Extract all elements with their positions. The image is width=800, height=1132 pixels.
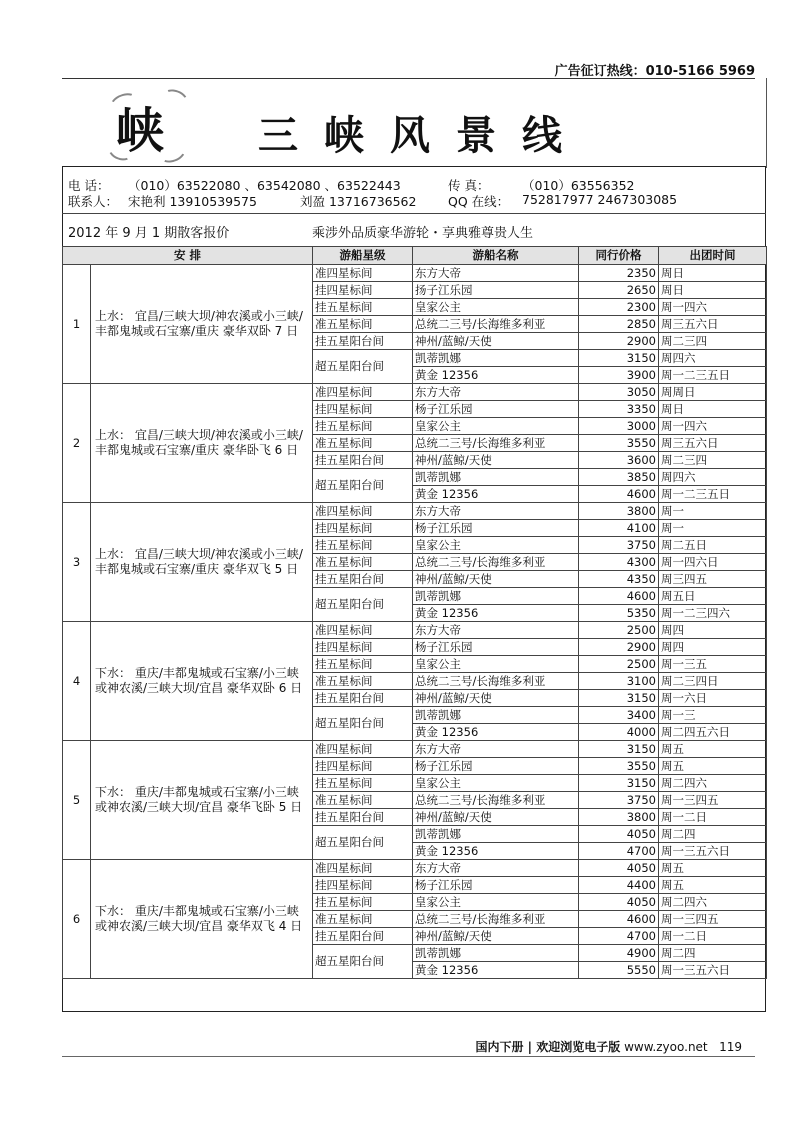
footer-welcome: 欢迎浏览电子版 — [536, 1040, 621, 1054]
ship-grade: 挂五星标间 — [313, 656, 413, 673]
ship-grade: 准五星标间 — [313, 673, 413, 690]
ship-name: 神州/蓝鲸/天使 — [413, 690, 579, 707]
ad-hotline: 广告征订热线：010-5166 5969 — [554, 64, 755, 79]
departure-days: 周五 — [659, 877, 767, 894]
departure-days: 周二四 — [659, 826, 767, 843]
price: 2850 — [579, 316, 659, 333]
departure-days: 周一四六日 — [659, 554, 767, 571]
ship-grade: 挂五星标间 — [313, 537, 413, 554]
ship-name: 总统二三号/长海维多利亚 — [413, 792, 579, 809]
divider — [62, 213, 766, 214]
price: 3750 — [579, 792, 659, 809]
departure-days: 周一二三五日 — [659, 367, 767, 384]
departure-days: 周一二三四六 — [659, 605, 767, 622]
price: 3550 — [579, 435, 659, 452]
ship-grade: 准四星标间 — [313, 741, 413, 758]
departure-days: 周日 — [659, 282, 767, 299]
footer-rule — [62, 1056, 755, 1057]
table-row — [63, 384, 767, 401]
ship-name: 东方大帝 — [413, 384, 579, 401]
departure-days: 周一三 — [659, 707, 767, 724]
price-table — [62, 246, 767, 979]
ship-grade: 挂五星标间 — [313, 418, 413, 435]
price: 3800 — [579, 809, 659, 826]
ship-name: 凯蒂凯娜 — [413, 826, 579, 843]
ship-name: 总统二三号/长海维多利亚 — [413, 316, 579, 333]
departure-days: 周一四六 — [659, 299, 767, 316]
price: 2500 — [579, 622, 659, 639]
qq-label: QQ 在线： — [448, 194, 510, 209]
contact-person-2: 刘盈 13716736562 — [300, 194, 417, 209]
table-row — [63, 860, 767, 877]
ship-name: 扬子江乐园 — [413, 282, 579, 299]
departure-days: 周一二日 — [659, 809, 767, 826]
ship-grade: 挂五星阳台间 — [313, 809, 413, 826]
fax-value: （010）63556352 — [522, 178, 635, 193]
ship-name: 皇家公主 — [413, 656, 579, 673]
departure-days: 周二四六 — [659, 775, 767, 792]
departure-days: 周一二三五日 — [659, 486, 767, 503]
ship-grade: 挂四星标间 — [313, 639, 413, 656]
departure-days: 周一四六 — [659, 418, 767, 435]
ship-name: 东方大帝 — [413, 503, 579, 520]
price: 2900 — [579, 639, 659, 656]
ship-name: 黄金 12356 — [413, 724, 579, 741]
page-number: 119 — [719, 1040, 742, 1054]
ship-name: 总统二三号/长海维多利亚 — [413, 911, 579, 928]
ship-grade: 挂四星标间 — [313, 877, 413, 894]
departure-days: 周一六日 — [659, 690, 767, 707]
qq-value: 752817977 2467303085 — [522, 192, 678, 207]
ship-name: 凯蒂凯娜 — [413, 588, 579, 605]
ship-grade: 挂五星标间 — [313, 299, 413, 316]
ship-grade: 挂五星标间 — [313, 775, 413, 792]
price: 4050 — [579, 860, 659, 877]
price: 4050 — [579, 826, 659, 843]
route-description: 上水： 宜昌/三峡大坝/神农溪或小三峡/ 丰都鬼城或石宝寨/重庆 豪华双飞 5 日 — [91, 503, 313, 622]
price: 4350 — [579, 571, 659, 588]
price: 3600 — [579, 452, 659, 469]
contact-person-label: 联系人： — [68, 194, 119, 209]
ship-name: 皇家公主 — [413, 418, 579, 435]
logo-character: 峡 — [116, 103, 165, 159]
departure-days: 周周日 — [659, 384, 767, 401]
departure-days: 周一三五六日 — [659, 843, 767, 860]
route-description: 下水： 重庆/丰都鬼城或石宝寨/小三峡 或神农溪/三峡大坝/宜昌 豪华双飞 4 日 — [91, 860, 313, 979]
ship-grade: 准五星标间 — [313, 911, 413, 928]
price: 4600 — [579, 486, 659, 503]
ship-grade: 准四星标间 — [313, 265, 413, 282]
ship-grade: 准四星标间 — [313, 384, 413, 401]
price: 3850 — [579, 469, 659, 486]
phone-label: 电 话： — [68, 178, 110, 193]
departure-days: 周二五日 — [659, 537, 767, 554]
ship-name: 黄金 12356 — [413, 962, 579, 979]
price: 3400 — [579, 707, 659, 724]
ship-grade: 准四星标间 — [313, 622, 413, 639]
ship-grade: 挂五星标间 — [313, 894, 413, 911]
ship-name: 东方大帝 — [413, 741, 579, 758]
ship-name: 凯蒂凯娜 — [413, 469, 579, 486]
ship-grade: 挂五星阳台间 — [313, 571, 413, 588]
departure-days: 周五日 — [659, 588, 767, 605]
departure-days: 周三四五 — [659, 571, 767, 588]
ship-name: 神州/蓝鲸/天使 — [413, 452, 579, 469]
ship-name: 神州/蓝鲸/天使 — [413, 333, 579, 350]
ship-name: 神州/蓝鲸/天使 — [413, 571, 579, 588]
departure-days: 周二三四 — [659, 333, 767, 350]
route-description: 下水： 重庆/丰都鬼城或石宝寨/小三峡 或神农溪/三峡大坝/宜昌 豪华双卧 6 日 — [91, 622, 313, 741]
departure-days: 周二四 — [659, 945, 767, 962]
ship-name: 皇家公主 — [413, 894, 579, 911]
ship-name: 东方大帝 — [413, 622, 579, 639]
group-index: 3 — [63, 503, 91, 622]
departure-days: 周一三五 — [659, 656, 767, 673]
price: 3100 — [579, 673, 659, 690]
ship-name: 黄金 12356 — [413, 843, 579, 860]
group-index: 4 — [63, 622, 91, 741]
ship-name: 皇家公主 — [413, 775, 579, 792]
departure-days: 周四 — [659, 622, 767, 639]
route-description: 上水： 宜昌/三峡大坝/神农溪或小三峡/ 丰都鬼城或石宝寨/重庆 豪华双卧 7 日 — [91, 265, 313, 384]
ship-name: 东方大帝 — [413, 860, 579, 877]
ship-grade: 超五星阳台间 — [313, 707, 413, 741]
departure-days: 周四六 — [659, 469, 767, 486]
ship-name: 皇家公主 — [413, 537, 579, 554]
ship-grade: 超五星阳台间 — [313, 826, 413, 860]
departure-days: 周一 — [659, 503, 767, 520]
ship-grade: 挂四星标间 — [313, 758, 413, 775]
ship-grade: 挂四星标间 — [313, 520, 413, 537]
ship-name: 神州/蓝鲸/天使 — [413, 809, 579, 826]
price-list-title: 2012 年 9 月 1 期散客报价 — [68, 226, 230, 241]
header-arrangement: 安 排 — [63, 247, 313, 265]
price: 3350 — [579, 401, 659, 418]
logo-swirl-icon — [160, 86, 191, 112]
departure-days: 周四 — [659, 639, 767, 656]
price: 4600 — [579, 911, 659, 928]
price: 4600 — [579, 588, 659, 605]
ship-name: 杨子江乐园 — [413, 758, 579, 775]
price: 3150 — [579, 690, 659, 707]
phone-value: （010）63522080 、63542080 、63522443 — [128, 178, 401, 193]
price: 4700 — [579, 928, 659, 945]
ship-grade: 挂四星标间 — [313, 282, 413, 299]
price: 2650 — [579, 282, 659, 299]
route-description: 上水： 宜昌/三峡大坝/神农溪或小三峡/ 丰都鬼城或石宝寨/重庆 豪华卧飞 6 日 — [91, 384, 313, 503]
ship-name: 总统二三号/长海维多利亚 — [413, 554, 579, 571]
table-row — [63, 741, 767, 758]
page-title: 三峡风景线 — [258, 112, 588, 159]
fax-label: 传 真： — [448, 178, 490, 193]
price: 4300 — [579, 554, 659, 571]
ship-grade: 挂五星阳台间 — [313, 690, 413, 707]
ship-name: 杨子江乐园 — [413, 877, 579, 894]
ship-grade: 准五星标间 — [313, 792, 413, 809]
group-index: 2 — [63, 384, 91, 503]
ship-name: 杨子江乐园 — [413, 639, 579, 656]
table-row — [63, 265, 767, 282]
ship-name: 凯蒂凯娜 — [413, 945, 579, 962]
departure-days: 周一三四五 — [659, 911, 767, 928]
price: 3750 — [579, 537, 659, 554]
ship-grade: 准四星标间 — [313, 860, 413, 877]
price: 3550 — [579, 758, 659, 775]
departure-days: 周五 — [659, 741, 767, 758]
price: 2300 — [579, 299, 659, 316]
departure-days: 周二四五六日 — [659, 724, 767, 741]
ship-grade: 挂五星阳台间 — [313, 928, 413, 945]
header-price: 同行价格 — [579, 247, 659, 265]
departure-days: 周五 — [659, 860, 767, 877]
ship-grade: 挂五星阳台间 — [313, 333, 413, 350]
group-index: 5 — [63, 741, 91, 860]
group-index: 6 — [63, 860, 91, 979]
departure-days: 周日 — [659, 401, 767, 418]
footer-separator: | — [523, 1040, 537, 1054]
footer — [475, 1038, 742, 1055]
table-row — [63, 622, 767, 639]
ship-grade: 超五星阳台间 — [313, 588, 413, 622]
ship-name: 黄金 12356 — [413, 605, 579, 622]
departure-days: 周三五六日 — [659, 435, 767, 452]
ship-name: 凯蒂凯娜 — [413, 350, 579, 367]
ship-grade: 挂四星标间 — [313, 401, 413, 418]
ship-name: 东方大帝 — [413, 265, 579, 282]
footer-site: www.zyoo.net — [624, 1040, 708, 1054]
price: 4900 — [579, 945, 659, 962]
ship-grade: 准五星标间 — [313, 554, 413, 571]
ship-name: 神州/蓝鲸/天使 — [413, 928, 579, 945]
departure-days: 周五 — [659, 758, 767, 775]
departure-days: 周二三四 — [659, 452, 767, 469]
ship-name: 皇家公主 — [413, 299, 579, 316]
price: 4700 — [579, 843, 659, 860]
price: 2900 — [579, 333, 659, 350]
departure-days: 周一三四五 — [659, 792, 767, 809]
right-rule — [766, 78, 767, 168]
ship-grade: 挂五星阳台间 — [313, 452, 413, 469]
ship-name: 总统二三号/长海维多利亚 — [413, 435, 579, 452]
ship-grade: 准五星标间 — [313, 316, 413, 333]
price: 4100 — [579, 520, 659, 537]
price: 3900 — [579, 367, 659, 384]
slogan: 乘涉外品质豪华游轮・享典雅尊贵人生 — [312, 226, 534, 241]
price: 2500 — [579, 656, 659, 673]
price: 5350 — [579, 605, 659, 622]
route-description: 下水： 重庆/丰都鬼城或石宝寨/小三峡 或神农溪/三峡大坝/宜昌 豪华飞卧 5 日 — [91, 741, 313, 860]
price: 4000 — [579, 724, 659, 741]
ship-grade: 超五星阳台间 — [313, 945, 413, 979]
ship-name: 杨子江乐园 — [413, 520, 579, 537]
departure-days: 周一三五六日 — [659, 962, 767, 979]
header-ship-name: 游船名称 — [413, 247, 579, 265]
price: 2350 — [579, 265, 659, 282]
top-rule — [62, 78, 755, 79]
header-ship-grade: 游船星级 — [313, 247, 413, 265]
price: 3150 — [579, 350, 659, 367]
table-header-row — [63, 247, 767, 265]
ship-grade: 超五星阳台间 — [313, 350, 413, 384]
ship-grade: 准五星标间 — [313, 435, 413, 452]
ship-name: 凯蒂凯娜 — [413, 707, 579, 724]
departure-days: 周日 — [659, 265, 767, 282]
ship-name: 总统二三号/长海维多利亚 — [413, 673, 579, 690]
group-index: 1 — [63, 265, 91, 384]
departure-days: 周三五六日 — [659, 316, 767, 333]
price: 5550 — [579, 962, 659, 979]
departure-days: 周一 — [659, 520, 767, 537]
ship-grade: 超五星阳台间 — [313, 469, 413, 503]
logo — [108, 88, 186, 170]
price: 3050 — [579, 384, 659, 401]
table-row — [63, 503, 767, 520]
price: 4050 — [579, 894, 659, 911]
price: 4400 — [579, 877, 659, 894]
price: 3150 — [579, 741, 659, 758]
ship-name: 黄金 12356 — [413, 367, 579, 384]
departure-days: 周二四六 — [659, 894, 767, 911]
ship-name: 黄金 12356 — [413, 486, 579, 503]
departure-days: 周二三四日 — [659, 673, 767, 690]
ship-name: 杨子江乐园 — [413, 401, 579, 418]
price: 3800 — [579, 503, 659, 520]
contact-person-1: 宋艳利 13910539575 — [128, 194, 257, 209]
departure-days: 周一二日 — [659, 928, 767, 945]
footer-section: 国内下册 — [475, 1040, 524, 1054]
price: 3000 — [579, 418, 659, 435]
departure-days: 周四六 — [659, 350, 767, 367]
price: 3150 — [579, 775, 659, 792]
header-departure: 出团时间 — [659, 247, 767, 265]
ship-grade: 准四星标间 — [313, 503, 413, 520]
